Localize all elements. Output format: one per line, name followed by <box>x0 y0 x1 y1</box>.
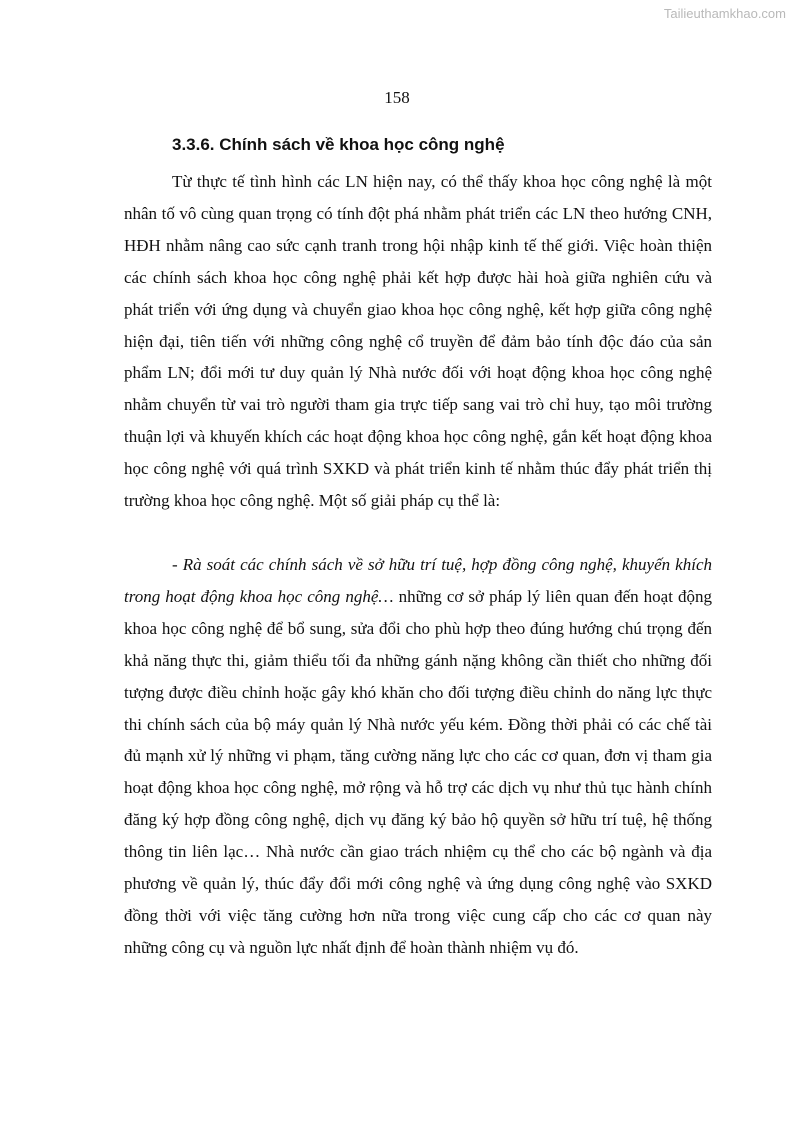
paragraph-1 <box>124 166 712 517</box>
section-heading: 3.3.6. Chính sách về khoa học công nghệ <box>172 135 505 154</box>
paragraph-1-text: Từ thực tế tình hình các LN hiện nay, có thể thấy khoa học công nghệ là một nhân tố vô cùng quan trọng có tính đột phá nhằm phát triển các LN theo hướng CNH, HĐH nhằm nâng cao sức cạnh tranh trong hội nhập kinh tế thế giới. Việc hoàn thiện các chính sách khoa học công nghệ phải kết hợp được hài hoà giữa nghiên cứu và phát triển với ứng dụng và chuyển giao khoa học công nghệ, kết hợp giữa công nghệ hiện đại, tiên tiến với những công nghệ cổ truyền để đảm bảo tính độc đáo của sản phẩm LN; đổi mới tư duy quản lý Nhà nước đối với hoạt động khoa học công nghệ nhằm chuyển từ vai trò người tham gia trực tiếp sang vai trò chỉ huy, tạo môi trường thuận lợi và khuyến khích các hoạt động khoa học công nghệ, gắn kết hoạt động khoa học công nghệ với quá trình SXKD và phát triển kinh tế nhằm thúc đẩy phát triển thị trường khoa học công nghệ. Một số giải pháp cụ thể là: <box>124 172 712 511</box>
paragraph-2-italic-lead: - Rà soát các chính sách về sở hữu trí tuệ, hợp đồng công nghệ, khuyến khích trong hoạt động khoa học công nghệ… <box>124 555 712 606</box>
page-number: 158 <box>384 88 410 107</box>
paragraph-2-text <box>124 549 712 964</box>
watermark: Tailieuthamkhao.com <box>663 6 786 21</box>
paragraph-2 <box>124 549 712 964</box>
paragraph-2-body: những cơ sở pháp lý liên quan đến hoạt động khoa học công nghệ để bổ sung, sửa đổi cho phù hợp theo đúng hướng chú trọng đến khả năng thực thi, giảm thiểu tối đa những gánh nặng không cần thiết cho những đối tượng được điều chỉnh hoặc gây khó khăn cho đối tượng điều chỉnh do năng lực thực thi chính sách của bộ máy quản lý Nhà nước yếu kém. Đồng thời phải có các chế tài đủ mạnh xử lý những vi phạm, tăng cường năng lực cho các cơ quan, đơn vị tham gia hoạt động khoa học công nghệ, mở rộng và hỗ trợ các dịch vụ như thủ tục hành chính đăng ký hợp đồng công nghệ, dịch vụ đăng ký bảo hộ quyền sở hữu trí tuệ, hệ thống thông tin liên lạc… Nhà nước cần giao trách nhiệm cụ thể cho các bộ ngành và địa phương về quản lý, thúc đẩy đổi mới công nghệ và ứng dụng công nghệ vào SXKD đồng thời với việc tăng cường hơn nữa trong việc cung cấp cho các cơ quan này những công cụ và nguồn lực nhất định để hoàn thành nhiệm vụ đó. <box>124 586 712 957</box>
